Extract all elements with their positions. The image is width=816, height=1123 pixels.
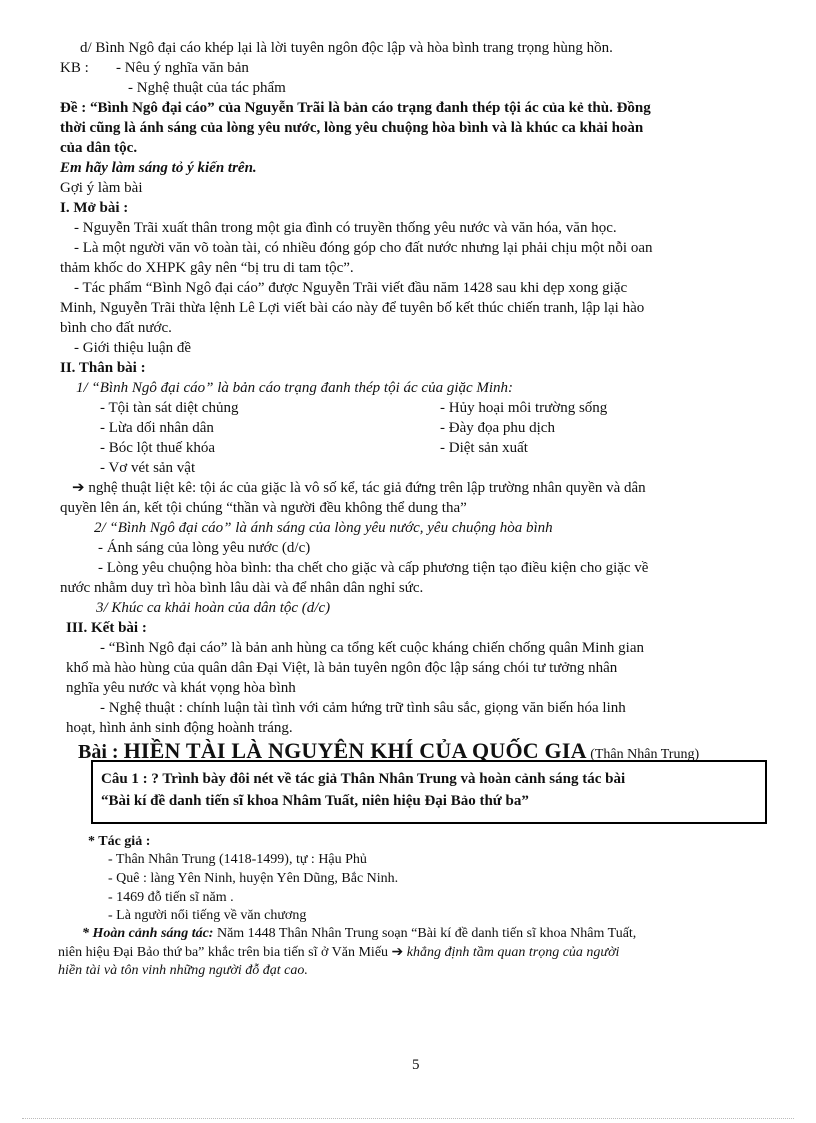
- section-heading-mo-bai: I. Mở bài :: [60, 200, 129, 216]
- list-item: - Đày đọa phu dịch: [440, 420, 555, 436]
- subheading: 3/ Khúc ca khải hoàn của dân tộc (d/c): [96, 600, 331, 616]
- subheading: 2/ “Bình Ngô đại cáo” là ánh sáng của lòng yêu nước, yêu chuộng hòa bình: [94, 520, 553, 536]
- kb-item: - Nêu ý nghĩa văn bản: [116, 60, 249, 76]
- list-item: - Bóc lột thuế khóa: [100, 440, 215, 456]
- paragraph-line: - “Bình Ngô đại cáo” là bản anh hùng ca tổng kết cuộc kháng chiến chống quân Minh gian: [100, 640, 645, 656]
- section-heading-than-bai: II. Thân bài :: [60, 360, 146, 376]
- paragraph-line: - Giới thiệu luận đề: [74, 340, 192, 356]
- essay-prompt-line: của dân tộc.: [60, 140, 138, 156]
- essay-prompt-line: Đề : “Bình Ngô đại cáo” của Nguyễn Trãi là bản cáo trạng đanh thép tội ác của kẻ thù. Đồng: [60, 100, 651, 116]
- kb-item: - Nghệ thuật của tác phẩm: [128, 80, 286, 96]
- paragraph-line: - Nguyễn Trãi xuất thân trong một gia đình có truyền thống yêu nước và văn hóa, văn học.: [74, 220, 617, 236]
- question-box: [91, 760, 767, 824]
- author-item: - Quê : làng Yên Ninh, huyện Yên Dũng, Bắc Ninh.: [108, 871, 399, 886]
- question-line: Câu 1 : ? Trình bày đôi nét về tác giả Thân Nhân Trung và hoàn cảnh sáng tác bài: [101, 771, 626, 787]
- section-heading-ket-bai: III. Kết bài :: [66, 620, 147, 636]
- conclusion-line: quyền lên án, kết tội chúng “thần và người đều không thể dung tha”: [60, 500, 467, 516]
- paragraph-line: - Nghệ thuật : chính luận tài tình với cảm hứng trữ tình sâu sắc, giọng văn biến hóa linh: [100, 700, 626, 716]
- arrow-right-icon: ➔: [72, 480, 85, 496]
- context-line: hiền tài và tôn vinh những người đỗ đạt cao.: [58, 963, 308, 978]
- context-line: niên hiệu Đại Bảo thứ ba” khắc trên bia tiến sĩ ở Văn Miếu ➔ khẳng định tầm quan trọng của người: [58, 945, 620, 960]
- lesson-prefix: Bài :: [78, 741, 124, 763]
- paragraph-line: khổ mà hào hùng của quân dân Đại Việt, là bản tuyên ngôn độc lập sáng chói tư tưởng nhân: [66, 660, 618, 676]
- paragraph-line: - Là một người văn võ toàn tài, có nhiều đóng góp cho đất nước nhưng lại phải chịu một nỗi oan: [74, 240, 653, 256]
- list-item: - Lừa dối nhân dân: [100, 420, 214, 436]
- list-item: - Tội tàn sát diệt chủng: [100, 400, 239, 416]
- author-item: - Thân Nhân Trung (1418-1499), tự : Hậu Phủ: [108, 852, 367, 867]
- list-item: - Vơ vét sản vật: [100, 460, 196, 476]
- paragraph-line: bình cho đất nước.: [60, 320, 172, 336]
- lesson-author: (Thân Nhân Trung): [586, 747, 700, 762]
- page-number: 5: [412, 1057, 420, 1073]
- paragraph-line: nước nhằm duy trì hòa bình lâu dài và để nhân dân nghỉ sức.: [60, 580, 424, 596]
- hint-label: Gợi ý làm bài: [60, 180, 143, 196]
- author-item: - 1469 đỗ tiến sĩ năm .: [108, 890, 234, 905]
- author-item: - Là người nổi tiếng về văn chương: [108, 908, 307, 923]
- paragraph-line: - Tác phẩm “Bình Ngô đại cáo” được Nguyễn Trãi viết đầu năm 1428 sau khi dẹp xong giặc: [74, 280, 628, 296]
- paragraph-line: thảm khốc do XHPK gây nên “bị tru di tam tộc”.: [60, 260, 354, 276]
- paragraph-line: Minh, Nguyễn Trãi thừa lệnh Lê Lợi viết bài cáo này để tuyên bố kết thúc chiến tranh, lập lại hào: [60, 300, 645, 316]
- list-item: - Diệt sản xuất: [440, 440, 528, 456]
- paragraph-line: hoạt, hình ảnh sinh động hoành tráng.: [66, 720, 293, 736]
- kb-label: KB :: [60, 60, 89, 76]
- intro-line-d: d/ Bình Ngô đại cáo khép lại là lời tuyên ngôn độc lập và hòa bình trang trọng hùng hồn.: [80, 40, 613, 56]
- list-item: - Hủy hoại môi trường sống: [440, 400, 608, 416]
- conclusion-line: ➔ nghệ thuật liệt kê: tội ác của giặc là vô số kể, tác giả đứng trên lập trường nhân quyền và dân: [72, 480, 646, 496]
- paragraph-line: - Ánh sáng của lòng yêu nước (d/c): [98, 540, 311, 556]
- context-label: * Hoàn cảnh sáng tác:: [82, 926, 214, 941]
- lesson-title-text: HIỀN TÀI LÀ NGUYÊN KHÍ CỦA QUỐC GIA: [123, 738, 587, 763]
- author-section-label: * Tác giả :: [88, 834, 151, 849]
- essay-task: Em hãy làm sáng tỏ ý kiến trên.: [60, 160, 257, 176]
- page-bottom-divider: [22, 1118, 794, 1119]
- arrow-right-icon: ➔: [391, 945, 404, 960]
- essay-prompt-line: thời cũng là ánh sáng của lòng yêu nước, lòng yêu chuộng hòa bình và là khúc ca khải hoàn: [60, 120, 644, 136]
- subheading: 1/ “Bình Ngô đại cáo” là bản cáo trạng đanh thép tội ác của giặc Minh:: [76, 380, 514, 396]
- paragraph-line: - Lòng yêu chuộng hòa bình: tha chết cho giặc và cấp phương tiện tạo điều kiện cho giặc về: [98, 560, 649, 576]
- paragraph-line: nghĩa yêu nước và khát vọng hòa bình: [66, 680, 296, 696]
- question-line: “Bài kí đề danh tiến sĩ khoa Nhâm Tuất, niên hiệu Đại Bảo thứ ba”: [101, 793, 529, 809]
- context-line: * Hoàn cảnh sáng tác: Năm 1448 Thân Nhân Trung soạn “Bài kí đề danh tiến sĩ khoa Nhâm Tuất,: [82, 926, 637, 941]
